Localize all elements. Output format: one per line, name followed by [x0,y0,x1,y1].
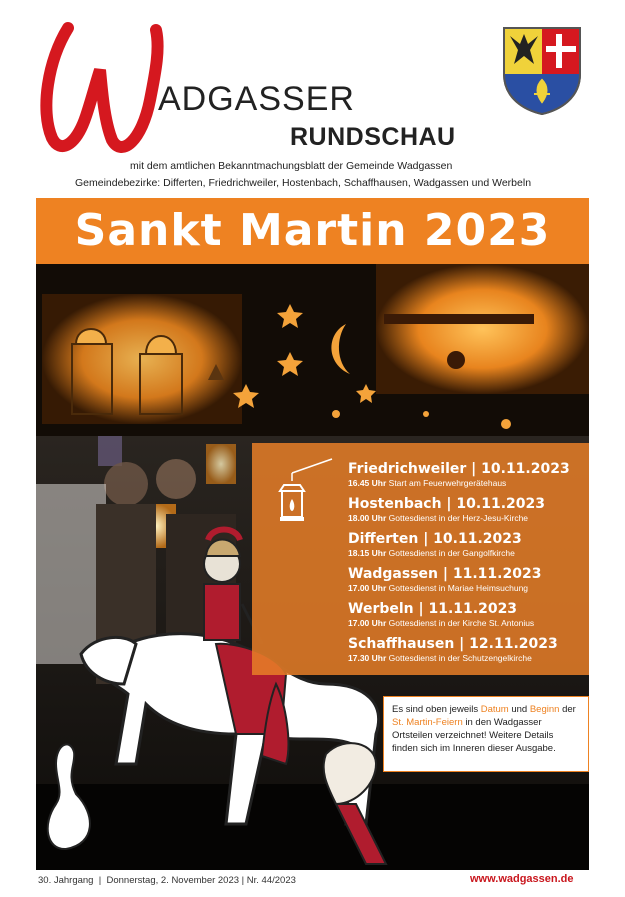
event-time: 17.00 Uhr [348,583,387,593]
note-text: und [508,704,530,715]
event-place-date: Differten | 10.11.2023 [348,531,522,547]
event-place-date: Hostenbach | 10.11.2023 [348,496,545,512]
event-info [348,478,570,489]
event-detail: Gottesdienst in der Herz-Jesu-Kirche [388,513,529,523]
event-info [348,583,541,594]
note-text: in den Wadgasser Ortsteilen verzeichnet! Weitere Details finden sich im Inneren dieser Ausgabe. [392,717,556,754]
masthead-title: ADGASSER [158,80,355,118]
wadgasser-logo-w [38,20,168,160]
event-detail: Start am Feuerwehrgerätehaus [388,478,507,488]
headline: Sankt Martin 2023 [74,205,551,256]
website-link[interactable]: www.wadgassen.de [470,873,574,885]
event-item [348,461,570,489]
event-item [348,601,534,629]
masthead-districts: Gemeindebezirke: Differten, Friedrichweiler, Hostenbach, Schaffhausen, Wadgassen und Werbeln [75,177,532,189]
note-highlight-start: Beginn [529,704,560,715]
headline-bar [36,198,589,264]
event-detail: Gottesdienst in Mariae Heimsuchung [388,583,529,593]
event-item [348,566,541,594]
event-place-date: Schaffhausen | 12.11.2023 [348,636,558,652]
note-text: Es sind oben jeweils [392,704,481,715]
lantern-icon [260,455,340,535]
event-list-panel [252,443,589,675]
issue-info: 30. Jahrgang | Donnerstag, 2. November 2023 | Nr. 44/2023 [38,875,296,886]
event-detail: Gottesdienst in der Schutzengelkirche [388,653,532,663]
note-text: der [559,704,576,715]
event-place-date: Friedrichweiler | 10.11.2023 [348,461,570,477]
event-time: 17.30 Uhr [348,653,387,663]
event-item [348,531,522,559]
event-info [348,548,522,559]
event-place-date: Wadgassen | 11.11.2023 [348,566,542,582]
event-time: 18.00 Uhr [348,513,387,523]
event-info [348,618,534,629]
event-item [348,636,558,664]
event-time: 17.00 Uhr [348,618,387,628]
event-detail: Gottesdienst in der Kirche St. Antonius [388,618,535,628]
info-note [383,696,589,772]
masthead-tagline: mit dem amtlichen Bekanntmachungsblatt der Gemeinde Wadgassen [130,160,453,172]
event-time: 16.45 Uhr [348,478,387,488]
masthead-subtitle: RUNDSCHAU [290,123,456,151]
event-info [348,653,558,664]
event-place-date: Werbeln | 11.11.2023 [348,601,518,617]
event-item [348,496,545,524]
event-info [348,513,545,524]
event-time: 18.15 Uhr [348,548,387,558]
note-highlight-event: St. Martin-Feiern [392,717,463,728]
note-highlight-date: Datum [480,704,509,715]
event-detail: Gottesdienst in der Gangolfkirche [388,548,515,558]
crest-icon [500,24,584,116]
